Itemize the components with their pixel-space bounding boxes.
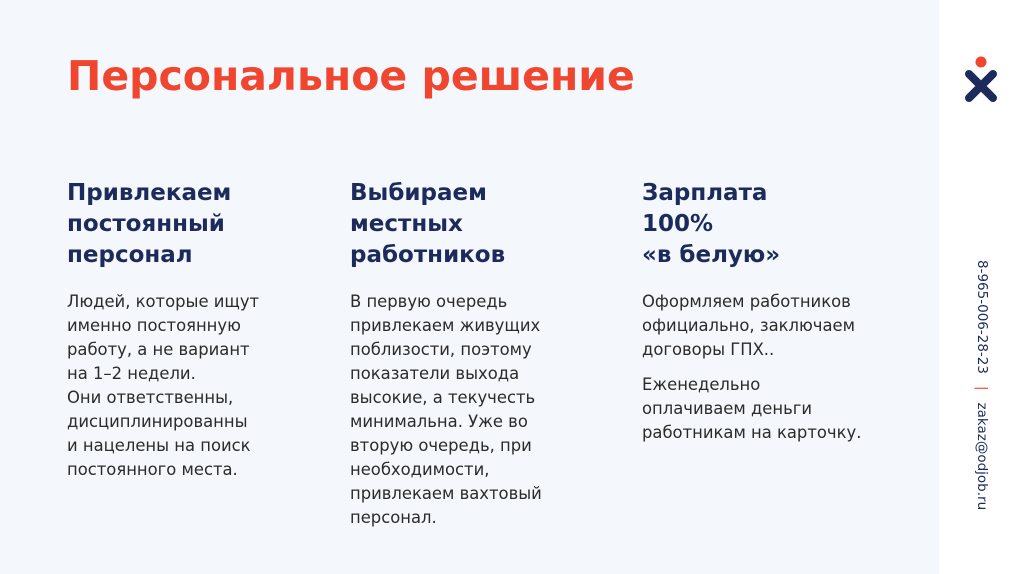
column-permanent-staff [67,178,317,493]
logo-body [969,74,993,98]
column-heading: Зарплата 100% «в белую» [642,180,781,268]
person-cross-logo-icon [962,54,1000,104]
column-text: Еженедельно оплачиваем деньги работникам на карточку. [642,375,862,442]
column-heading: Привлекаем постоянный персонал [67,180,232,268]
column-text: Людей, которые ищут именно постоянную работу, а не вариант на 1–2 недели. Они ответственны, дисциплинированны и нацелены на поиск постоянного места. [67,292,260,479]
column-local-workers [350,178,590,541]
contact-line [974,260,990,510]
phone-number[interactable]: 8-965-006-28-23 [974,260,990,374]
email-link[interactable]: zakaz@odjob.ru [974,402,990,511]
column-text: В первую очередь привлекаем живущих поблизости, поэтому показатели выхода высокие, а текучесть минимальна. Уже во вторую очередь, при необходимости, привлекаем вахтовый персонал. [350,292,542,527]
column-text: Оформляем работников официально, заключаем договоры ГПХ.. [642,292,855,359]
logo-head [976,57,987,68]
column-heading: Выбираем местных работников [350,180,506,268]
column-white-salary [642,178,902,456]
contact-separator: | [974,385,990,391]
page-title: Персональное решение [67,52,635,100]
